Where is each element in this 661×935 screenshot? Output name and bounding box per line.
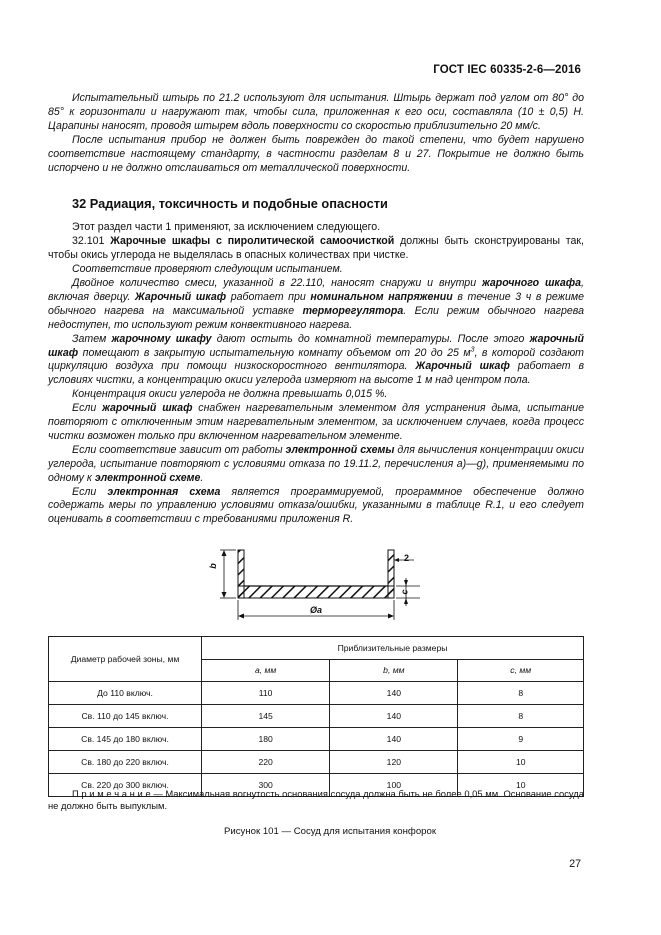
document-body <box>48 92 584 527</box>
dim-label-a: Øa <box>310 605 323 615</box>
table-row: Св. 110 до 145 включ. 145 140 8 <box>49 705 584 728</box>
section-paragraph-3: Соответствие проверяют следующим испытанием. <box>72 263 343 276</box>
section-paragraph-8: Если соответствие зависит от работы электронной схемы для вычисления концентрации окиси углерода, испытание повторяют с условиями отказа по 19.11.2, перечисления a)—g), применяемыми по одному к электронной схеме. <box>48 443 585 484</box>
section-paragraph-1: Этот раздел части 1 применяют, за исключением следующего. <box>72 221 381 234</box>
table-note: П р и м е ч а н и е — Максимальная вогнутость основания сосуда должна быть не более 0,05 мм. Основание сосуда не должно быть выпуклым. <box>48 788 584 812</box>
table-row: Св. 220 до 300 включ. 300 100 10 <box>49 774 584 797</box>
col-header-a: a, мм <box>202 659 330 682</box>
section-paragraph-5: Затем жарочному шкафу дают остыть до комнатной температуры. После этого жарочный шкаф помещают в закрытую испытательную комнату объемом от 20 до 25 $м^3$, в которой создают циркуляцию воздуха при помощи низкоскоростного вентилятора. Жарочный шкаф работает в условиях чистки, а концентрацию окиси углерода измеряют на высоте 1 м над центром пола. <box>48 332 585 387</box>
section-paragraph-4: Двойное количество смеси, указанной в 22.110, наносят снаружи и внутри жарочного шкафа, включая дверцу. Жарочный шкаф работает при номинальном напряжении в течение 3 ч в режиме обычного нагрева на максимальной уставке терморегулятора. Если режим обычного нагрева недоступен, то используют режим конвективного нагрева. <box>48 276 584 331</box>
dim-label-2: 2 <box>404 553 410 563</box>
section-paragraph-2: 32.101 Жарочные шкафы с пиролитической самоочисткой должны быть сконструированы так, чтобы окись углерода не выделялась в опасных количествах при чистке. <box>48 235 584 262</box>
col-header-group: Приблизительные размеры <box>202 637 584 660</box>
col-header-b: b, мм <box>330 659 458 682</box>
intro-paragraph-1: Испытательный штырь по 21.2 используют для испытания. Штырь держат под углом от 80° до 85° к горизонтали и нагружают так, чтобы сила, приложенная к его оси, составляла (10 ± 0,5) Н. Царапины наносят, проводя штырем вдоль поверхности со скоростью приблизительно 20 мм/с. <box>48 92 584 132</box>
table-row: Св. 145 до 180 включ. 180 140 9 <box>49 728 584 751</box>
page-number: 27 <box>569 858 581 870</box>
section-paragraph-6: Концентрация окиси углерода не должна превышать 0,015 %. <box>72 388 388 401</box>
dim-label-c: c <box>399 589 410 595</box>
intro-paragraph-2: После испытания прибор не должен быть поврежден до такой степени, что будет нарушено соответствие настоящему стандарту, в частности разделам 8 и 27. Покрытие не должно быть испорчено и не должно отслаиваться от металлической поверхности. <box>48 133 584 174</box>
section-paragraph-9: Если электронная схема является программируемой, программное обеспечение должно содержать меры по управлению условиями отказа/ошибки, указанными в таблице R.1, и его следует оценивать в соответствии с требованиями приложения R. <box>48 485 584 526</box>
dimensions-table <box>48 636 584 797</box>
col-header-diameter: Диаметр рабочей зоны, мм <box>49 637 202 682</box>
figure-caption: Рисунок 101 — Сосуд для испытания конфорок <box>223 826 437 837</box>
table-row: До 110 включ. 110 140 8 <box>49 682 584 705</box>
dim-label-b: b <box>207 563 218 569</box>
col-header-c: c, мм <box>458 659 584 682</box>
document-header: ГОСТ IEC 60335-2-6—2016 <box>433 64 581 76</box>
table-row: Св. 180 до 220 включ. 220 120 10 <box>49 751 584 774</box>
section-title: 32 Радиация, токсичность и подобные опасности <box>72 196 388 212</box>
section-paragraph-7: Если жарочный шкаф снабжен нагревательным элементом для устранения дыма, испытание повторяют с отключенным этим нагревательным элементом, за исключением случаев, когда процесс чистки возможен только при включенном нагревательном элементе. <box>48 402 584 442</box>
vessel-base <box>238 586 394 598</box>
